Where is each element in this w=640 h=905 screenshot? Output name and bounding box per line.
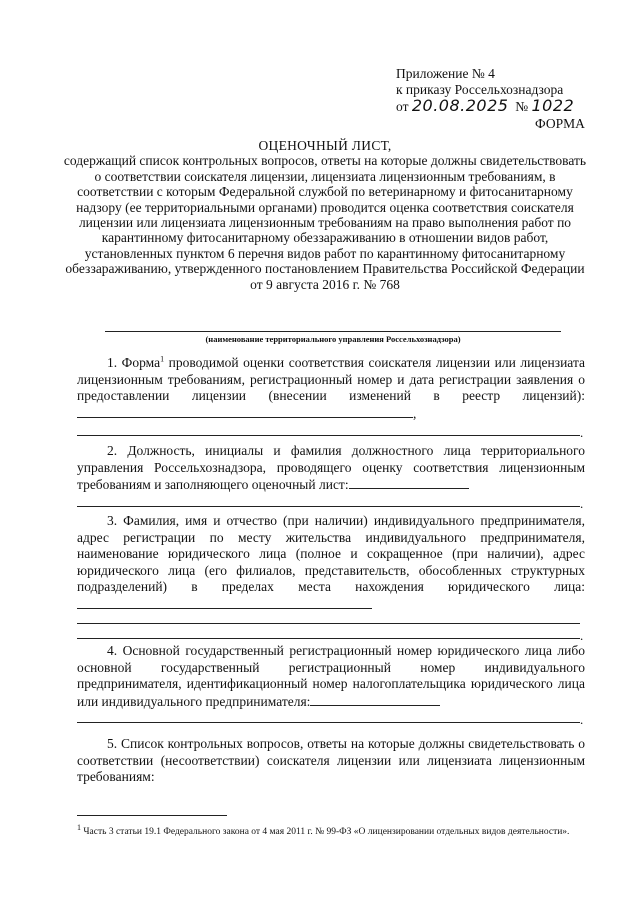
item-2-answer-field[interactable] [349, 476, 469, 489]
item-2-answer-line-2[interactable] [77, 506, 580, 507]
item-1: 1. Форма$^1$ проводимой оценки соответствия соискателя лицензии или лицензиата лицензионным требованиям, регистрационный номер и дата регистрации заявления о предоставлении лицензии (внесении изменений в реестр лицензий):, [77, 354, 586, 421]
item-3-answer-line-3[interactable] [77, 638, 580, 639]
territorial-office-field[interactable] [105, 331, 561, 332]
item-3-text: 3. Фамилия, имя и отчество (при наличии) индивидуального предпринимателя, адрес регистрации по месту жительства индивидуального предпринимателя, наименование юридического лица (полное и сокращенное (при наличии), адрес юридического лица (его филиалов, представительств, обособленных структурных подразделений) в пределах места нахождения юридического лица: [77, 513, 585, 594]
item-3-end-mark: . [580, 628, 584, 643]
item-2-end-mark: . [580, 496, 584, 511]
footnote-mark: 1 [77, 822, 81, 832]
appendix-header [396, 66, 606, 115]
number-label: № [515, 99, 529, 114]
footnote [77, 822, 585, 839]
document-title [60, 138, 590, 292]
item-3-answer-field[interactable] [77, 596, 372, 609]
item-5 [77, 736, 585, 786]
order-reference: к приказу Россельхознадзора [396, 82, 564, 97]
form-label: ФОРМА [535, 116, 585, 131]
item-1-lead: 1. Форма [107, 355, 161, 370]
item-2-text: 2. Должность, инициалы и фамилия должностного лица территориального управления Россельхознадзора, проводящего оценку соответствия лицензионным требованиям и заполняющего оценочный лист: [77, 443, 585, 492]
handwritten-date: 20.08.2025 [411, 96, 509, 115]
item-1-text: проводимой оценки соответствия соискателя лицензии или лицензиата лицензионным требованиям, регистрационный номер и дата регистрации заявления о предоставлении лицензии (внесении изменений в реестр лицензий): [77, 355, 586, 403]
territorial-office-caption: (наименование территориального управления Россельхознадзора) [205, 334, 461, 344]
from-label: от [396, 99, 409, 114]
title-main: ОЦЕНОЧНЫЙ ЛИСТ, [258, 138, 392, 153]
item-4-end-mark: . [580, 712, 584, 727]
item-1-end-mark: . [580, 425, 584, 440]
item-1-answer-field[interactable] [77, 405, 413, 418]
item-2 [77, 443, 585, 494]
item-4-answer-line-2[interactable] [77, 722, 580, 723]
handwritten-number: 1022 [531, 96, 575, 115]
item-5-text: 5. Список контрольных вопросов, ответы на которые должны свидетельствовать о соответствии (несоответствии) соискателя лицензии или лицензиата лицензионным требованиям: [77, 736, 585, 784]
item-4-answer-field[interactable] [310, 693, 440, 706]
footnote-ref: 1 [160, 354, 165, 364]
item-4-text: 4. Основной государственный регистрационный номер юридического лица либо основной государственный регистрационный номер индивидуального предпринимателя, идентификационный номер налогоплательщика юридического лица или индивидуального предпринимателя: [77, 643, 585, 709]
item-4 [77, 643, 585, 710]
item-1-answer-line-2[interactable] [77, 435, 580, 436]
item-3-answer-line-2[interactable] [77, 623, 580, 624]
item-3 [77, 513, 585, 613]
footnote-text: Часть 3 статьи 19.1 Федерального закона от 4 мая 2011 г. № 99-ФЗ «О лицензировании отдельных видов деятельности». [81, 827, 570, 837]
appendix-number: Приложение № 4 [396, 66, 495, 81]
order-date-line [396, 98, 606, 115]
footnote-separator [77, 815, 227, 816]
title-subtitle: содержащий список контрольных вопросов, ответы на которые должны свидетельствовать о соответствии соискателя лицензии, лицензиата лицензионным требованиям, в соответствии с которым Федеральной службой по ветеринарному и фитосанитарному надзору (ее территориальными органами) проводится оценка соответствия соискателя лицензии или лицензиата лицензионным требованиям на право выполнения работ по карантинному фитосанитарному обеззараживанию в отношении видов работ, установленных пунктом 6 перечня видов работ по карантинному фитосанитарному обеззараживанию, утвержденного постановлением Правительства Российской Федерации от 9 августа 2016 г. № 768 [63, 153, 587, 292]
